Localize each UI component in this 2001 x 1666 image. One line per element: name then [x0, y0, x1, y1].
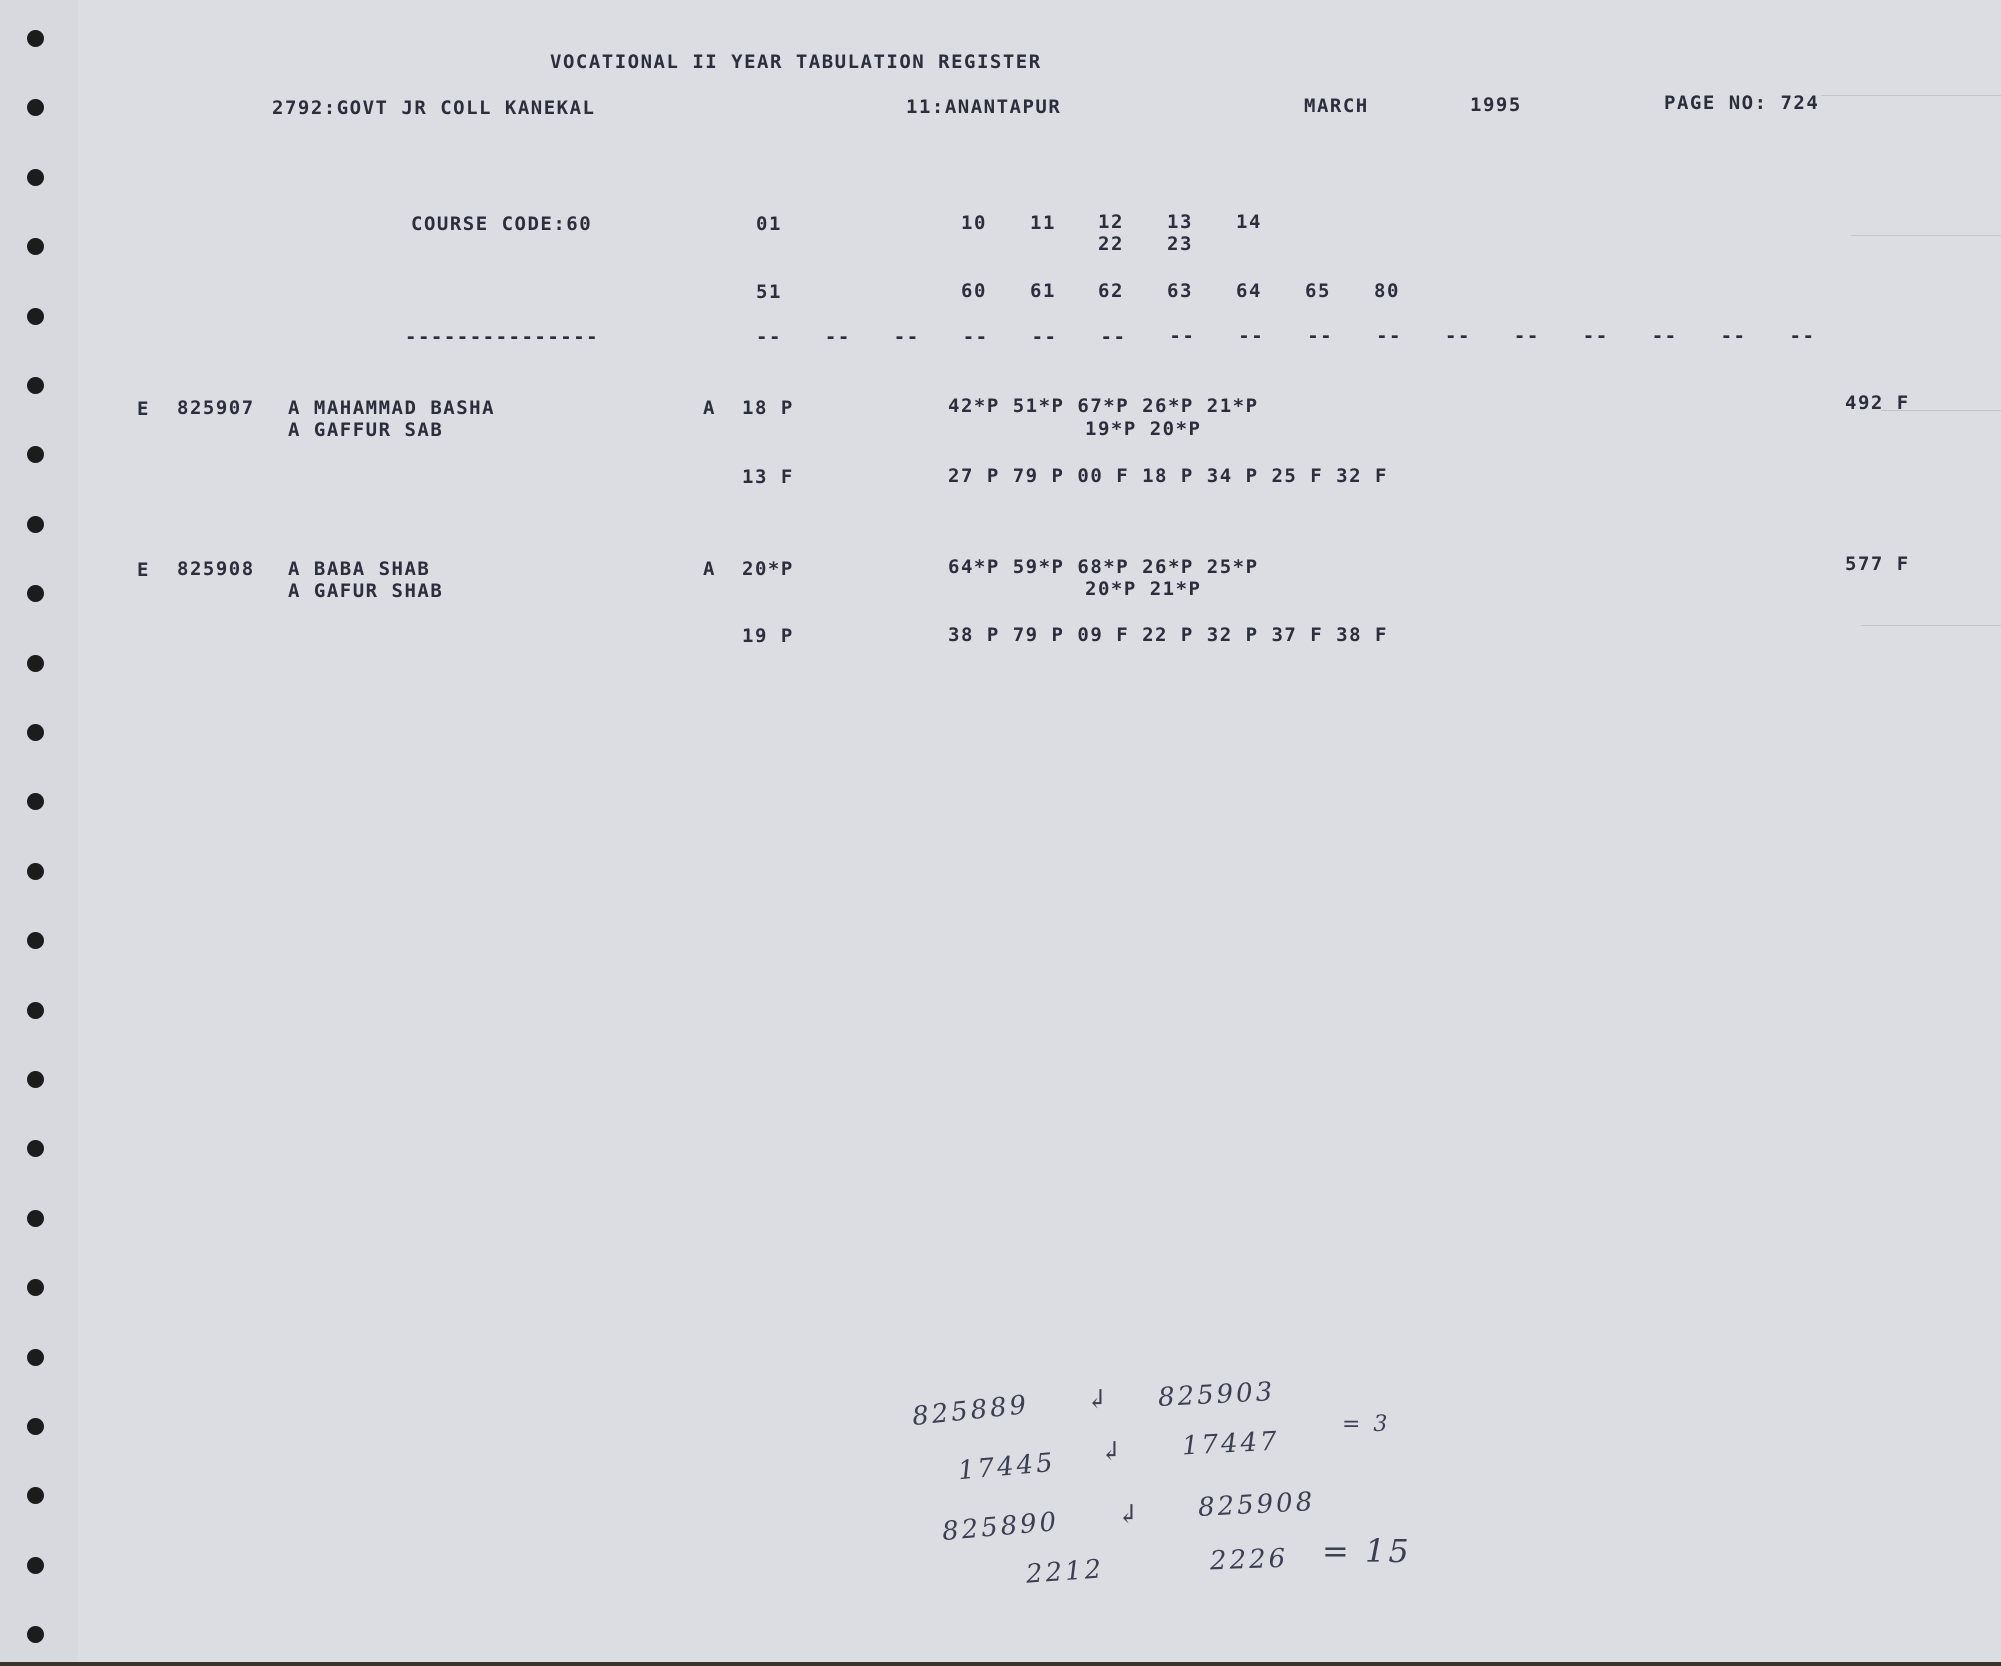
group-code: A	[703, 397, 716, 419]
tractor-feed-strip	[0, 0, 78, 1662]
column-dash: --	[1376, 325, 1402, 348]
feed-hole	[27, 655, 44, 672]
feed-hole	[27, 308, 44, 325]
mark-01: 20*P	[742, 558, 794, 580]
paper-rule	[1861, 625, 2001, 626]
feed-hole	[27, 1210, 44, 1227]
father-name: A GAFUR SHAB	[288, 580, 444, 602]
handwritten-number: 17445	[956, 1447, 1057, 1487]
column-dash: --	[1720, 324, 1747, 347]
page-number: PAGE NO: 724	[1664, 92, 1820, 114]
column-dash: --	[1100, 325, 1127, 348]
record-flag: E	[137, 559, 150, 581]
mark-01: 18 P	[742, 397, 794, 419]
student-name: A BABA SHAB	[288, 558, 431, 580]
subject-code: 80	[1374, 280, 1400, 302]
subject-code: 23	[1167, 233, 1193, 255]
feed-hole	[27, 585, 44, 602]
subject-code: 63	[1167, 280, 1193, 302]
feed-hole	[27, 932, 44, 949]
first-year-marks: 42*P 51*P 67*P 26*P 21*P	[948, 395, 1259, 417]
roll-number: 825907	[177, 397, 255, 419]
total-result: 492 F	[1845, 392, 1910, 414]
handwritten-note: = 3	[1342, 1412, 1391, 1437]
paper-rule	[1821, 95, 2001, 96]
subject-code: 14	[1236, 211, 1262, 233]
column-dash: --	[824, 325, 851, 348]
handwritten-arrow: ↲	[1100, 1437, 1125, 1467]
feed-hole	[27, 724, 44, 741]
handwritten-number: 2212	[1025, 1554, 1106, 1590]
feed-hole	[27, 1349, 44, 1366]
first-year-marks: 64*P 59*P 68*P 26*P 25*P	[948, 556, 1259, 578]
handwritten-number: 825903	[1157, 1376, 1276, 1414]
group-code: A	[703, 558, 716, 580]
handwritten-number: 17447	[1181, 1426, 1281, 1462]
first-year-marks-extra: 20*P 21*P	[1085, 578, 1202, 600]
district-name: 11:ANANTAPUR	[906, 96, 1062, 118]
feed-hole	[27, 446, 44, 463]
column-dash: --	[1445, 325, 1471, 347]
column-dash: --	[1307, 325, 1334, 348]
student-name: A MAHAMMAD BASHA	[288, 397, 496, 419]
column-dash: --	[962, 325, 989, 348]
feed-hole	[27, 169, 44, 186]
feed-hole	[27, 238, 44, 255]
feed-hole	[27, 377, 44, 394]
subject-code: 65	[1305, 280, 1331, 302]
subject-code: 51	[756, 281, 782, 303]
feed-hole	[27, 863, 44, 880]
column-dash: --	[893, 325, 920, 348]
column-dash: --	[1651, 324, 1678, 347]
first-year-marks-extra: 19*P 20*P	[1085, 418, 1202, 440]
column-dash: --	[1169, 325, 1196, 348]
total-result: 577 F	[1845, 553, 1910, 575]
feed-hole	[27, 99, 44, 116]
feed-hole	[27, 1279, 44, 1296]
exam-year: 1995	[1470, 94, 1522, 116]
dash-rule: ---------------	[405, 326, 600, 348]
exam-month: MARCH	[1304, 95, 1369, 117]
column-dash: --	[1582, 324, 1609, 347]
column-dash: --	[1031, 325, 1058, 348]
handwritten-arrow: ↲	[1117, 1500, 1142, 1530]
handwritten-number: 825890	[940, 1506, 1061, 1548]
mark-51: 13 F	[742, 466, 794, 488]
roll-number: 825908	[177, 558, 255, 580]
subject-code: 62	[1098, 280, 1124, 302]
subject-code: 13	[1167, 211, 1193, 233]
feed-hole	[27, 793, 44, 810]
feed-hole	[27, 1418, 44, 1435]
college-name: 2792:GOVT JR COLL KANEKAL	[272, 97, 596, 119]
second-year-marks: 27 P 79 P 00 F 18 P 34 P 25 F 32 F	[948, 465, 1388, 487]
feed-hole	[27, 1002, 44, 1019]
subject-code: 12	[1098, 211, 1124, 233]
feed-hole	[27, 1140, 44, 1157]
column-dash: --	[1789, 324, 1816, 347]
feed-hole	[27, 1557, 44, 1574]
handwritten-number: 825889	[910, 1389, 1031, 1433]
column-dash: --	[1513, 324, 1540, 347]
subject-code: 64	[1236, 280, 1262, 302]
handwritten-arrow: ↲	[1086, 1385, 1111, 1415]
feed-hole	[27, 1626, 44, 1643]
paper-rule	[1851, 235, 2001, 236]
subject-code: 10	[961, 212, 987, 234]
subject-code: 01	[756, 213, 782, 235]
subject-code: 11	[1030, 212, 1056, 234]
mark-51: 19 P	[742, 625, 794, 647]
column-dash: --	[1238, 325, 1265, 348]
feed-hole	[27, 516, 44, 533]
column-dash: --	[756, 326, 782, 348]
father-name: A GAFFUR SAB	[288, 419, 444, 441]
record-flag: E	[137, 398, 150, 420]
subject-code: 22	[1098, 233, 1124, 255]
feed-hole	[27, 1487, 44, 1504]
subject-code: 61	[1030, 280, 1056, 302]
feed-hole	[27, 1071, 44, 1088]
handwritten-number: 825908	[1197, 1486, 1316, 1524]
handwritten-note: = 15	[1322, 1532, 1412, 1570]
handwritten-number: 2226	[1209, 1543, 1289, 1577]
feed-hole	[27, 30, 44, 47]
course-code: COURSE CODE:60	[411, 213, 593, 235]
subject-code: 60	[961, 280, 987, 302]
second-year-marks: 38 P 79 P 09 F 22 P 32 P 37 F 38 F	[948, 624, 1388, 646]
register-title: VOCATIONAL II YEAR TABULATION REGISTER	[550, 51, 1042, 73]
